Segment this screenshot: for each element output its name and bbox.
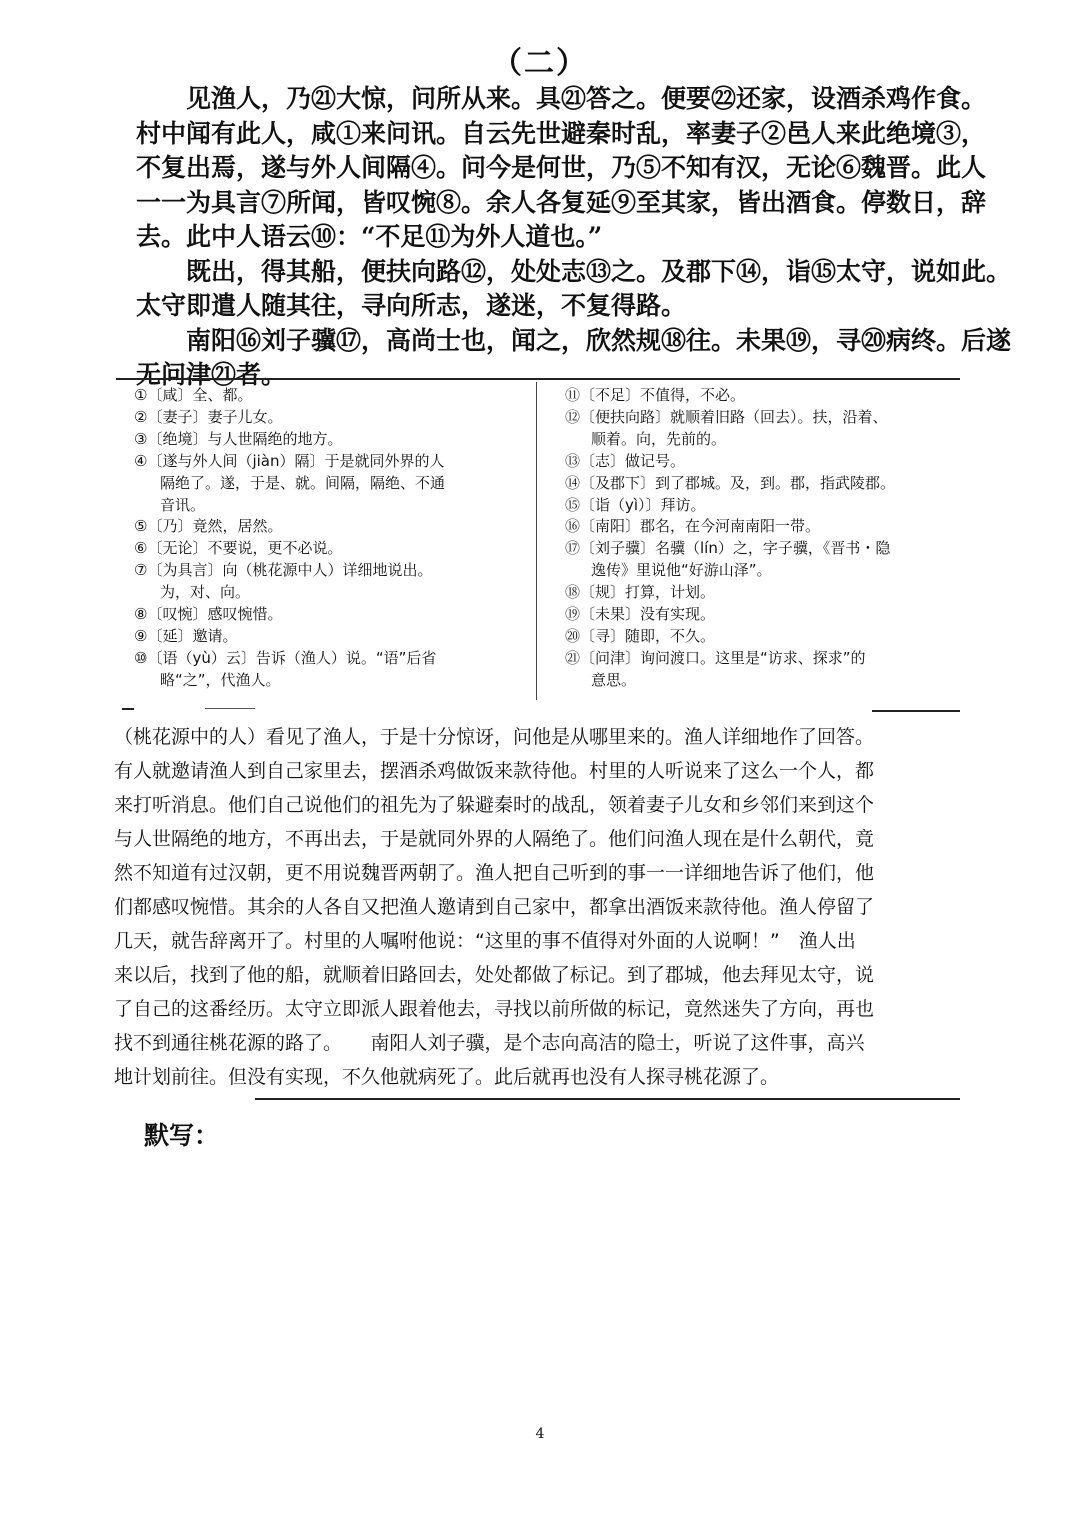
translation-line: 们都感叹惋惜。其余的人各自又把渔人邀请到自己家中，都拿出酒饭来款待他。渔人停留了 — [114, 896, 875, 918]
classical-line: 无问津㉑者。 — [136, 360, 287, 389]
translation-line: 然不知道有过汉朝，更不用说魏晋两朝了。渔人把自己听到的事一一详细地告诉了他们，他 — [114, 862, 875, 884]
note-line: 意思。 — [591, 670, 637, 689]
classical-line: 太守即遣人随其往，寻向所志，遂迷，不复得路。 — [136, 291, 687, 320]
classical-line: 一一为具言⑦所闻，皆叹惋⑧。余人各复延⑨至其家，皆出酒食。停数日，辞 — [136, 187, 987, 217]
note-line: ⑳〔寻〕随即，不久。 — [565, 626, 716, 645]
note-line: 隔绝了。遂，于是、就。间隔，隔绝、不通 — [160, 473, 446, 492]
note-line: 逸传》里说他“好游山泽”。 — [591, 561, 772, 580]
notes-column-divider — [536, 382, 537, 700]
note-line: ⑥〔无论〕不要说，更不必说。 — [134, 539, 343, 558]
note-line: ⑦〔为具言〕向（桃花源中人）详细地说出。 — [134, 561, 433, 580]
note-line: ②〔妻子〕妻子儿女。 — [134, 407, 283, 426]
note-line: ⑱〔规〕打算，计划。 — [565, 583, 716, 602]
translation-line: 有人就邀请渔人到自己家里去，摆酒杀鸡做饭来款待他。村里的人听说来了这么一个人，都 — [114, 760, 875, 782]
note-item — [565, 626, 960, 648]
classical-line: 村中闻有此人，咸①来问讯。自云先世避秦时乱，率妻子②邑人来此绝境③， — [136, 118, 987, 148]
translation-line: 地计划前往。但没有实现，不久他就病死了。此后就再也没有人探寻桃花源了。 — [114, 1066, 780, 1088]
note-line: 略“之”，代渔人。 — [160, 670, 281, 689]
notes-left-column — [134, 385, 526, 692]
note-line: 音讯。 — [160, 495, 206, 514]
notes-top-rule — [116, 378, 960, 380]
note-item — [134, 516, 526, 538]
dictation-label: 默写： — [144, 1121, 220, 1150]
note-item — [134, 626, 526, 648]
notes-bottom-rule — [122, 708, 134, 710]
note-line: ㉑〔问津〕询问渡口。这里是“访求、探求”的 — [565, 648, 866, 667]
translation-bottom-rule — [255, 1098, 960, 1100]
translation-line: （桃花源中的人）看见了渔人，于是十分惊讶，问他是从哪里来的。渔人详细地作了回答。 — [114, 726, 875, 748]
note-line: ⑲〔未果〕没有实现。 — [565, 605, 716, 624]
note-line: ⑩〔语（yù）云〕告诉（渔人）说。“语”后省 — [134, 648, 437, 667]
note-line: ⑰〔刘子骥〕名骥（lín）之，字子骥，《晋书・隐 — [565, 539, 891, 558]
note-line: ⑪〔不足〕不值得，不必。 — [565, 386, 746, 404]
note-line: 顺着。向，先前的。 — [591, 429, 727, 448]
note-item — [565, 407, 960, 451]
note-item — [134, 604, 526, 626]
note-line: 为，对、向。 — [160, 583, 251, 602]
section-title: （二） — [492, 46, 588, 81]
page-number: 4 — [535, 1426, 545, 1442]
note-line: ③〔绝境〕与人世隔绝的地方。 — [134, 429, 343, 448]
translation-line: 来以后，找到了他的船，就顺着旧路回去，处处都做了标记。到了郡城，他去拜见太守，说 — [114, 964, 875, 986]
translation-line: 找不到通往桃花源的路了。 南阳人刘子骥，是个志向高洁的隐士，听说了这件事，高兴 — [114, 1032, 865, 1054]
note-line: ⑤〔乃〕竟然，居然。 — [134, 517, 283, 536]
translation-text — [114, 720, 875, 1094]
translation-line: 来打听消息。他们自己说他们的祖先为了躲避秦时的战乱，领着妻子儿女和乡邻们来到这个 — [114, 794, 875, 816]
note-item — [134, 385, 526, 407]
translation-line: 与人世隔绝的地方，不再出去，于是就同外界的人隔绝了。他们问渔人现在是什么朝代，竟 — [114, 828, 875, 850]
note-line: ⑭〔及郡下〕到了郡城。及，到。郡，指武陵郡。 — [565, 473, 896, 492]
note-line: ⑫〔便扶向路〕就顺着旧路（回去）。扶，沿着、 — [565, 407, 888, 426]
note-line: ④〔遂与外人间（jiàn）隔〕于是就同外界的人 — [134, 451, 445, 470]
note-line: ⑯〔南阳〕郡名，在今河南南阳一带。 — [565, 517, 821, 536]
note-item — [134, 538, 526, 560]
classical-line: 不复出焉，遂与外人间隔④。问今是何世，乃⑤不知有汉，无论⑥魏晋。此人 — [136, 153, 987, 182]
note-item — [565, 473, 960, 495]
note-line: ①〔咸〕全、都。 — [134, 386, 253, 404]
notes-bottom-rule — [872, 710, 960, 712]
note-item — [565, 604, 960, 626]
note-item — [565, 385, 960, 407]
note-line: ⑨〔延〕邀请。 — [134, 626, 238, 645]
translation-line: 了自己的这番经历。太守立即派人跟着他去，寻找以前所做的标记，竟然迷失了方向，再也 — [114, 998, 875, 1020]
note-item — [565, 451, 960, 473]
note-line: ⑮〔诣（yì）〕拜访。 — [565, 495, 706, 514]
note-item — [134, 560, 526, 604]
classical-line: 南阳⑯刘子骥⑰，高尚士也，闻之，欣然规⑱往。未果⑲，寻⑳病终。后遂 — [186, 325, 1012, 355]
note-item — [134, 648, 526, 692]
note-item — [134, 429, 526, 451]
classical-text — [136, 82, 1012, 393]
note-item — [565, 495, 960, 517]
notes-right-column — [565, 385, 960, 692]
note-item — [565, 516, 960, 538]
note-item — [134, 451, 526, 517]
translation-line: 几天，就告辞离开了。村里的人嘱咐他说：“这里的事不值得对外面的人说啊！” 渔人出 — [114, 930, 856, 952]
note-line: ⑬〔志〕做记号。 — [565, 451, 686, 470]
classical-line: 见渔人，乃㉑大惊，问所从来。具㉑答之。便要㉒还家，设酒杀鸡作食。 — [186, 84, 987, 113]
classical-line: 既出，得其船，便扶向路⑫，处处志⑬之。及郡下⑭，诣⑮太守，说如此。 — [186, 256, 1012, 286]
note-item — [565, 582, 960, 604]
classical-line: 去。此中人语云⑩：“不足⑪为外人道也。” — [136, 222, 603, 251]
note-item — [134, 407, 526, 429]
note-line: ⑧〔叹惋〕感叹惋惜。 — [134, 605, 283, 624]
notes-bottom-rule — [205, 708, 255, 709]
note-item — [565, 538, 960, 582]
note-item — [565, 648, 960, 692]
